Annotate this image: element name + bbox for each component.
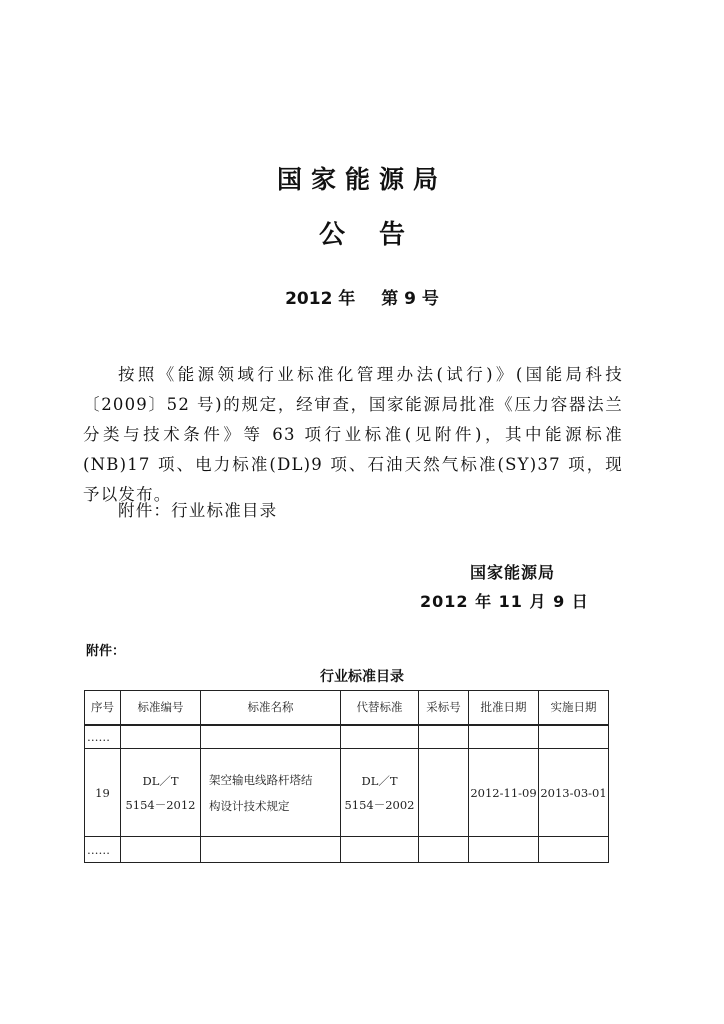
row-seq: 19 [85, 749, 121, 837]
col-header-std-no: 标准编号 [121, 691, 201, 725]
row-name-line1: 架空输电线路杆塔结 [209, 772, 313, 787]
signature-org: 国家能源局 [470, 563, 556, 582]
row-std-no [121, 749, 201, 837]
row-adopted [419, 749, 469, 837]
table-title: 行业标准目录 [320, 669, 404, 685]
row-replaces-line2: 5154－2002 [344, 797, 415, 812]
issuing-authority: 国家能源局 [276, 165, 447, 194]
ellipsis-cell: …… [85, 725, 121, 749]
table-row-ellipsis [85, 725, 609, 749]
ellipsis-cell-2: …… [85, 837, 121, 863]
row-replaces [341, 749, 419, 837]
col-header-replaces: 代替标准 [341, 691, 419, 725]
signature-date: 2012 年 11 月 9 日 [420, 592, 589, 611]
document-type: 公告 [318, 220, 439, 250]
table-row [85, 749, 609, 837]
row-std-no-line2: 5154－2012 [125, 797, 196, 812]
issue-no: 第 9 号 [381, 289, 439, 309]
col-header-seq: 序号 [85, 691, 121, 725]
col-header-effective: 实施日期 [539, 691, 609, 725]
col-header-adopted: 采标号 [419, 691, 469, 725]
row-replaces-line1: DL／T [361, 773, 398, 788]
standards-table [84, 690, 609, 863]
col-header-approved: 批准日期 [469, 691, 539, 725]
attachment-label: 附件： [86, 644, 126, 659]
attachment-note: 附件：行业标准目录 [118, 501, 278, 520]
row-name-line2: 构设计技术规定 [209, 798, 290, 813]
table-row-ellipsis-2 [85, 837, 609, 863]
announcement-paragraph: 按照《能源领域行业标准化管理办法(试行)》(国能局科技〔2009〕52 号)的规定，经审查，国家能源局批准《压力容器法兰分类与技术条件》等 63 项行业标准(见附件)，其中能源标准(NB)17 项、电力标准(DL)9 项、石油天然气标准(SY)37 项，现予以发布。 [83, 365, 623, 504]
row-effective: 2013-03-01 [539, 749, 609, 837]
table-header-row [85, 691, 609, 725]
row-name [201, 749, 341, 837]
col-header-name: 标准名称 [201, 691, 341, 725]
issue-year: 2012 年 [285, 289, 356, 309]
row-std-no-line1: DL／T [142, 773, 179, 788]
issue-number [0, 284, 724, 309]
row-approved: 2012-11-09 [469, 749, 539, 837]
